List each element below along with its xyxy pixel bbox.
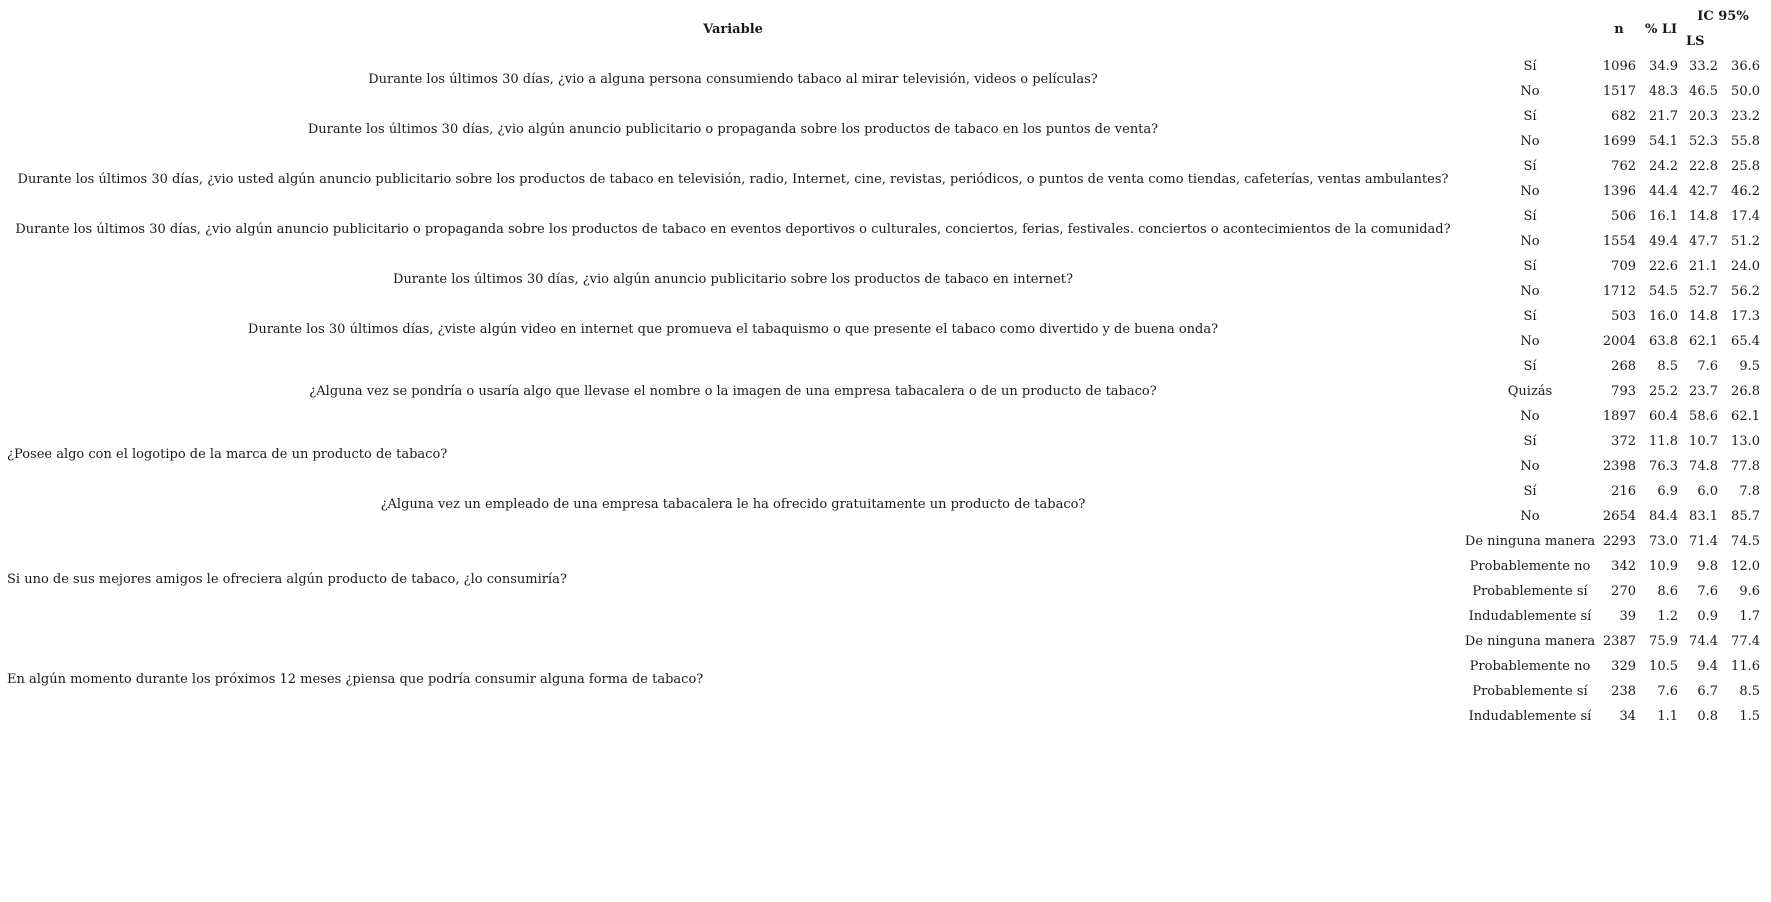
ls-cell: 36.6	[1731, 59, 1760, 74]
li-cell: 14.8	[1689, 309, 1718, 324]
table-row	[4, 54, 1764, 79]
li-cell: 20.3	[1689, 109, 1718, 124]
table-row	[4, 154, 1764, 179]
table-row	[4, 529, 1764, 554]
question-cell: Si uno de sus mejores amigos le ofreciera algún producto de tabaco, ¿lo consumiría?	[7, 571, 567, 587]
pct-cell: 25.2	[1649, 384, 1678, 399]
ls-cell: 77.8	[1731, 459, 1760, 474]
pct-cell: 44.4	[1649, 184, 1678, 199]
response-cell: Sí	[1523, 309, 1537, 324]
ls-cell: 8.5	[1739, 684, 1760, 699]
n-cell: 1699	[1602, 134, 1636, 149]
ls-cell: 12.0	[1731, 559, 1760, 574]
n-cell: 503	[1611, 309, 1636, 324]
n-cell: 268	[1611, 359, 1636, 374]
pct-cell: 73.0	[1649, 534, 1678, 549]
pct-cell: 76.3	[1649, 459, 1678, 474]
li-cell: 62.1	[1689, 334, 1718, 349]
pct-cell: 21.7	[1649, 109, 1678, 124]
response-cell: Indudablemente sí	[1468, 609, 1592, 624]
response-cell: De ninguna manera	[1464, 534, 1596, 549]
n-cell: 1096	[1602, 59, 1636, 74]
table-row	[4, 204, 1764, 229]
pct-cell: 48.3	[1649, 84, 1678, 99]
ls-cell: 51.2	[1731, 234, 1760, 249]
response-cell: Sí	[1523, 434, 1537, 449]
response-cell: Sí	[1523, 59, 1537, 74]
li-cell: 10.7	[1689, 434, 1718, 449]
pct-cell: 75.9	[1649, 634, 1678, 649]
pct-cell: 63.8	[1649, 334, 1678, 349]
n-cell: 709	[1611, 259, 1636, 274]
li-cell: 0.9	[1697, 609, 1718, 624]
li-cell: 9.8	[1697, 559, 1718, 574]
table-body	[4, 54, 1764, 729]
li-cell: 6.0	[1697, 484, 1718, 499]
n-cell: 1517	[1602, 84, 1636, 99]
table-row	[4, 429, 1764, 454]
n-cell: 1396	[1602, 184, 1636, 199]
n-cell: 682	[1611, 109, 1636, 124]
response-cell: No	[1520, 509, 1540, 524]
ls-cell: 62.1	[1731, 409, 1760, 424]
ls-cell: 50.0	[1731, 84, 1760, 99]
ls-cell: 1.5	[1739, 709, 1760, 724]
li-cell: 58.6	[1689, 409, 1718, 424]
response-cell: No	[1520, 409, 1540, 424]
question-cell: Durante los últimos 30 días, ¿vio algún anuncio publicitario sobre los productos de tabaco en internet?	[393, 271, 1073, 287]
ls-cell: 1.7	[1739, 609, 1760, 624]
pct-cell: 22.6	[1649, 259, 1678, 274]
ls-cell: 23.2	[1731, 109, 1760, 124]
li-cell: 83.1	[1689, 509, 1718, 524]
li-cell: 0.8	[1697, 709, 1718, 724]
response-cell: No	[1520, 184, 1540, 199]
response-cell: No	[1520, 284, 1540, 299]
question-cell: Durante los últimos 30 días, ¿vio algún anuncio publicitario o propaganda sobre los productos de tabaco en eventos deportivos o culturales, conciertos, ferias, festivales. conciertos o acontecimientos de la comunidad?	[15, 221, 1451, 237]
question-cell: ¿Alguna vez un empleado de una empresa tabacalera le ha ofrecido gratuitamente un producto de tabaco?	[380, 496, 1086, 512]
pct-cell: 1.1	[1657, 709, 1678, 724]
n-cell: 1712	[1602, 284, 1636, 299]
header-response	[1462, 4, 1598, 54]
n-cell: 270	[1611, 584, 1636, 599]
ls-cell: 65.4	[1731, 334, 1760, 349]
ls-cell: 24.0	[1731, 259, 1760, 274]
pct-cell: 34.9	[1649, 59, 1678, 74]
ls-cell: 77.4	[1731, 634, 1760, 649]
li-cell: 74.4	[1689, 634, 1718, 649]
response-cell: No	[1520, 459, 1540, 474]
question-cell: ¿Alguna vez se pondría o usaría algo que llevase el nombre o la imagen de una empresa tabacalera o de un producto de tabaco?	[309, 384, 1157, 399]
n-cell: 34	[1619, 709, 1636, 724]
li-cell: 14.8	[1689, 209, 1718, 224]
question-cell: Durante los últimos 30 días, ¿vio usted algún anuncio publicitario sobre los productos de tabaco en televisión, radio, Internet, cine, revistas, periódicos, o puntos de venta como tiendas, cafeterías, ventas ambulantes?	[17, 171, 1449, 187]
question-cell: Durante los últimos 30 días, ¿vio a alguna persona consumiendo tabaco al mirar televisión, videos o películas?	[368, 71, 1098, 87]
pct-cell: 54.5	[1649, 284, 1678, 299]
table-row	[4, 104, 1764, 129]
li-cell: 22.8	[1689, 159, 1718, 174]
response-cell: Sí	[1523, 484, 1537, 499]
table-row	[4, 629, 1764, 654]
response-cell: De ninguna manera	[1464, 634, 1596, 649]
results-table	[4, 4, 1764, 729]
li-cell: 21.1	[1689, 259, 1718, 274]
pct-cell: 8.6	[1657, 584, 1678, 599]
ls-cell: 25.8	[1731, 159, 1760, 174]
question-cell: En algún momento durante los próximos 12 meses ¿piensa que podría consumir alguna forma de tabaco?	[7, 671, 704, 687]
pct-cell: 24.2	[1649, 159, 1678, 174]
li-cell: 33.2	[1689, 59, 1718, 74]
table-header	[4, 4, 1764, 54]
ls-cell: 17.4	[1731, 209, 1760, 224]
ls-cell: 9.6	[1739, 584, 1760, 599]
n-cell: 372	[1611, 434, 1636, 449]
header-ic-95: IC 95%	[1697, 9, 1749, 24]
table-row	[4, 354, 1764, 379]
li-cell: 52.7	[1689, 284, 1718, 299]
n-cell: 2654	[1602, 509, 1636, 524]
pct-cell: 11.8	[1649, 434, 1678, 449]
response-cell: No	[1520, 234, 1540, 249]
question-cell: Durante los últimos 30 días, ¿vio algún anuncio publicitario o propaganda sobre los productos de tabaco en los puntos de venta?	[307, 121, 1159, 137]
pct-cell: 7.6	[1657, 684, 1678, 699]
ls-cell: 85.7	[1731, 509, 1760, 524]
ls-cell: 7.8	[1739, 484, 1760, 499]
pct-cell: 1.2	[1657, 609, 1678, 624]
response-cell: Quizás	[1507, 384, 1553, 399]
table-row	[4, 304, 1764, 329]
li-cell: 71.4	[1689, 534, 1718, 549]
n-cell: 2398	[1602, 459, 1636, 474]
header-n: n	[1614, 21, 1624, 37]
pct-cell: 60.4	[1649, 409, 1678, 424]
n-cell: 329	[1611, 659, 1636, 674]
n-cell: 216	[1611, 484, 1636, 499]
pct-cell: 16.1	[1649, 209, 1678, 224]
li-cell: 7.6	[1697, 584, 1718, 599]
li-cell: 23.7	[1689, 384, 1718, 399]
response-cell: No	[1520, 84, 1540, 99]
li-cell: 74.8	[1689, 459, 1718, 474]
n-cell: 793	[1611, 384, 1636, 399]
li-cell: 47.7	[1689, 234, 1718, 249]
ls-cell: 55.8	[1731, 134, 1760, 149]
header-variable: Variable	[703, 21, 763, 37]
pct-cell: 8.5	[1657, 359, 1678, 374]
n-cell: 2293	[1602, 534, 1636, 549]
question-cell: ¿Posee algo con el logotipo de la marca de un producto de tabaco?	[7, 446, 448, 462]
pct-cell: 10.5	[1649, 659, 1678, 674]
question-cell: Durante los 30 últimos días, ¿viste algún video en internet que promueva el tabaquismo o que presente el tabaco como divertido y de buena onda?	[247, 321, 1219, 337]
pct-cell: 54.1	[1649, 134, 1678, 149]
pct-cell: 84.4	[1649, 509, 1678, 524]
header-pct-li: % LI	[1644, 21, 1678, 37]
pct-cell: 16.0	[1649, 309, 1678, 324]
response-cell: Sí	[1523, 109, 1537, 124]
ls-cell: 46.2	[1731, 184, 1760, 199]
response-cell: Probablemente no	[1469, 559, 1591, 574]
response-cell: Sí	[1523, 159, 1537, 174]
response-cell: Probablemente sí	[1472, 584, 1588, 599]
table-row	[4, 479, 1764, 504]
ls-cell: 17.3	[1731, 309, 1760, 324]
response-cell: Sí	[1523, 359, 1537, 374]
ls-cell: 74.5	[1731, 534, 1760, 549]
response-cell: Sí	[1523, 209, 1537, 224]
n-cell: 1897	[1602, 409, 1636, 424]
li-cell: 46.5	[1689, 84, 1718, 99]
li-cell: 6.7	[1697, 684, 1718, 699]
ls-cell: 11.6	[1731, 659, 1760, 674]
n-cell: 2004	[1602, 334, 1636, 349]
response-cell: No	[1520, 134, 1540, 149]
header-ls: LS	[1686, 34, 1705, 49]
pct-cell: 10.9	[1649, 559, 1678, 574]
n-cell: 39	[1619, 609, 1636, 624]
ls-cell: 9.5	[1739, 359, 1760, 374]
n-cell: 1554	[1602, 234, 1636, 249]
response-cell: Probablemente sí	[1472, 684, 1588, 699]
pct-cell: 49.4	[1649, 234, 1678, 249]
n-cell: 762	[1611, 159, 1636, 174]
li-cell: 9.4	[1697, 659, 1718, 674]
pct-cell: 6.9	[1657, 484, 1678, 499]
li-cell: 7.6	[1697, 359, 1718, 374]
n-cell: 342	[1611, 559, 1636, 574]
results-table-container	[4, 4, 1764, 729]
ls-cell: 56.2	[1731, 284, 1760, 299]
li-cell: 52.3	[1689, 134, 1718, 149]
ls-cell: 26.8	[1731, 384, 1760, 399]
response-cell: No	[1520, 334, 1540, 349]
li-cell: 42.7	[1689, 184, 1718, 199]
response-cell: Probablemente no	[1469, 659, 1591, 674]
n-cell: 506	[1611, 209, 1636, 224]
response-cell: Sí	[1523, 259, 1537, 274]
ls-cell: 13.0	[1731, 434, 1760, 449]
n-cell: 2387	[1602, 634, 1636, 649]
table-row	[4, 254, 1764, 279]
response-cell: Indudablemente sí	[1468, 709, 1592, 724]
n-cell: 238	[1611, 684, 1636, 699]
